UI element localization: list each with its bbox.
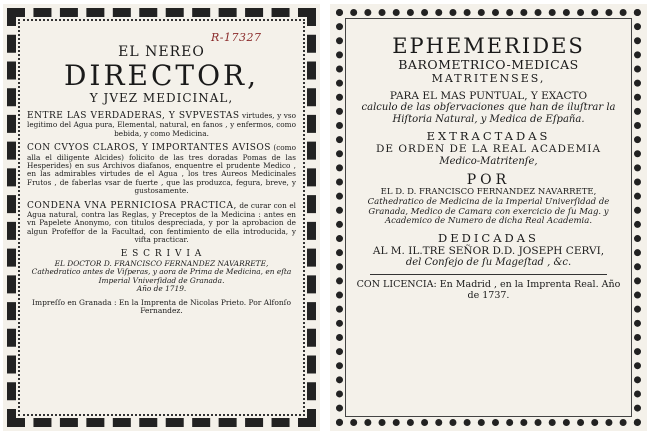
extractadas-heading: EXTRACTADAS: [426, 129, 551, 144]
escrivia-heading: E S C R I V I A: [120, 249, 203, 260]
paragraph-3-lead: CONDENA VNA PERNICIOSA PRACTICA,: [27, 200, 237, 211]
subtitle: Y JVEZ MEDICINAL,: [89, 91, 234, 106]
dedication-line-1: AL M. IL.TRE SEÑOR D.D. JOSEPH CERVI,: [372, 245, 605, 258]
subtitle-1: BAROMETRICO-MEDICAS: [398, 57, 579, 73]
author-name: EL D. D. FRANCISCO FERNANDEZ NAVARRETE,: [380, 187, 597, 198]
left-title-page: [3, 4, 320, 431]
left-page-text: [27, 26, 296, 409]
paragraph-1-body: calculo de las obſervaciones que han de iluſtrar la Hiſtoria Natural, y Medica de Eſpaña.: [361, 102, 616, 125]
academia-line: Medico-Matritenſe,: [439, 155, 538, 167]
imprint: Impreſſo en Granada : En la Imprenta de Nicolas Prieto. Por Alfonſo Fernandez.: [32, 297, 291, 316]
right-title-page: [330, 4, 647, 431]
title-small: EL NEREO: [118, 44, 205, 60]
paragraph-2-lead: CON CVYOS CLAROS, Y IMPORTANTES AVISOS: [27, 143, 271, 154]
orden-line: DE ORDEN DE LA REAL ACADEMIA: [375, 143, 602, 156]
author-detail: Cathedratico antes de Viſperas, y aora de Prima de Medicina, en eſta Imperial Vniverſidad de Granada.: [31, 267, 292, 285]
paragraph-1-lead: ENTRE LAS VERDADERAS, Y SVPVESTAS: [27, 111, 240, 122]
publication-year: Año de 1719.: [136, 284, 187, 294]
divider: [370, 274, 607, 275]
paragraph-1: [27, 111, 296, 138]
paragraph-2-body: (como alla el diligente Alcides) folicito de las tres doradas Pomas de las Hesperides) en sus Archivos diafanos, enquentre el prudente Medico , en las admirables virtudes de el Agua , los tres Aureos Medicinales Frutos , de faberlas vsar de fuerte , que las produzca, fegura, breve, y gustosamente.: [27, 143, 296, 196]
paragraph-1-body: virtudes, y vso legitimo del Agua pura, Elemental, natural, en fanos , y enfermos, como bebida, y como Medicina.: [27, 111, 296, 138]
title: EPHEMERIDES: [392, 34, 585, 58]
licencia-imprint: CON LICENCIA: En Madrid , en la Imprenta Real. Año de 1737.: [356, 278, 621, 301]
paragraph-3-body: de curar con el Agua natural, contra las Reglas, y Preceptos de la Medicina : antes en vn Papelete Anonymo, con titulos despreciada, y por la aprobacion de algun Profeffor de la Facultad, con fentimiento de ella introducida, y vifta practicar.: [27, 200, 296, 245]
paragraph-3: [27, 201, 296, 245]
right-page-text: [354, 26, 623, 409]
author-detail: Cathedratico de Medicina de la Imperial Univerſidad de Granada, Medico de Camara con exercicio de ſu Mag. y Academico de Numero de dicha Real Academia.: [367, 196, 610, 227]
subtitle-2: MATRITENSES,: [431, 71, 546, 85]
por-heading: POR: [466, 172, 511, 188]
author-name: EL DOCTOR D. FRANCISCO FERNANDEZ NAVARRETE,: [54, 258, 269, 268]
dedication-line-2: del Conſejo de ſu Mageſtad , &c.: [405, 257, 572, 269]
paragraph-2: [27, 143, 296, 195]
paragraph-1-lead: PARA EL MAS PUNTUAL, Y EXACTO: [389, 90, 588, 103]
title-big: DIRECTOR,: [63, 59, 260, 93]
dedicadas-heading: DEDICADAS: [438, 231, 539, 246]
handwritten-catalog-note: R-17327: [211, 31, 262, 44]
